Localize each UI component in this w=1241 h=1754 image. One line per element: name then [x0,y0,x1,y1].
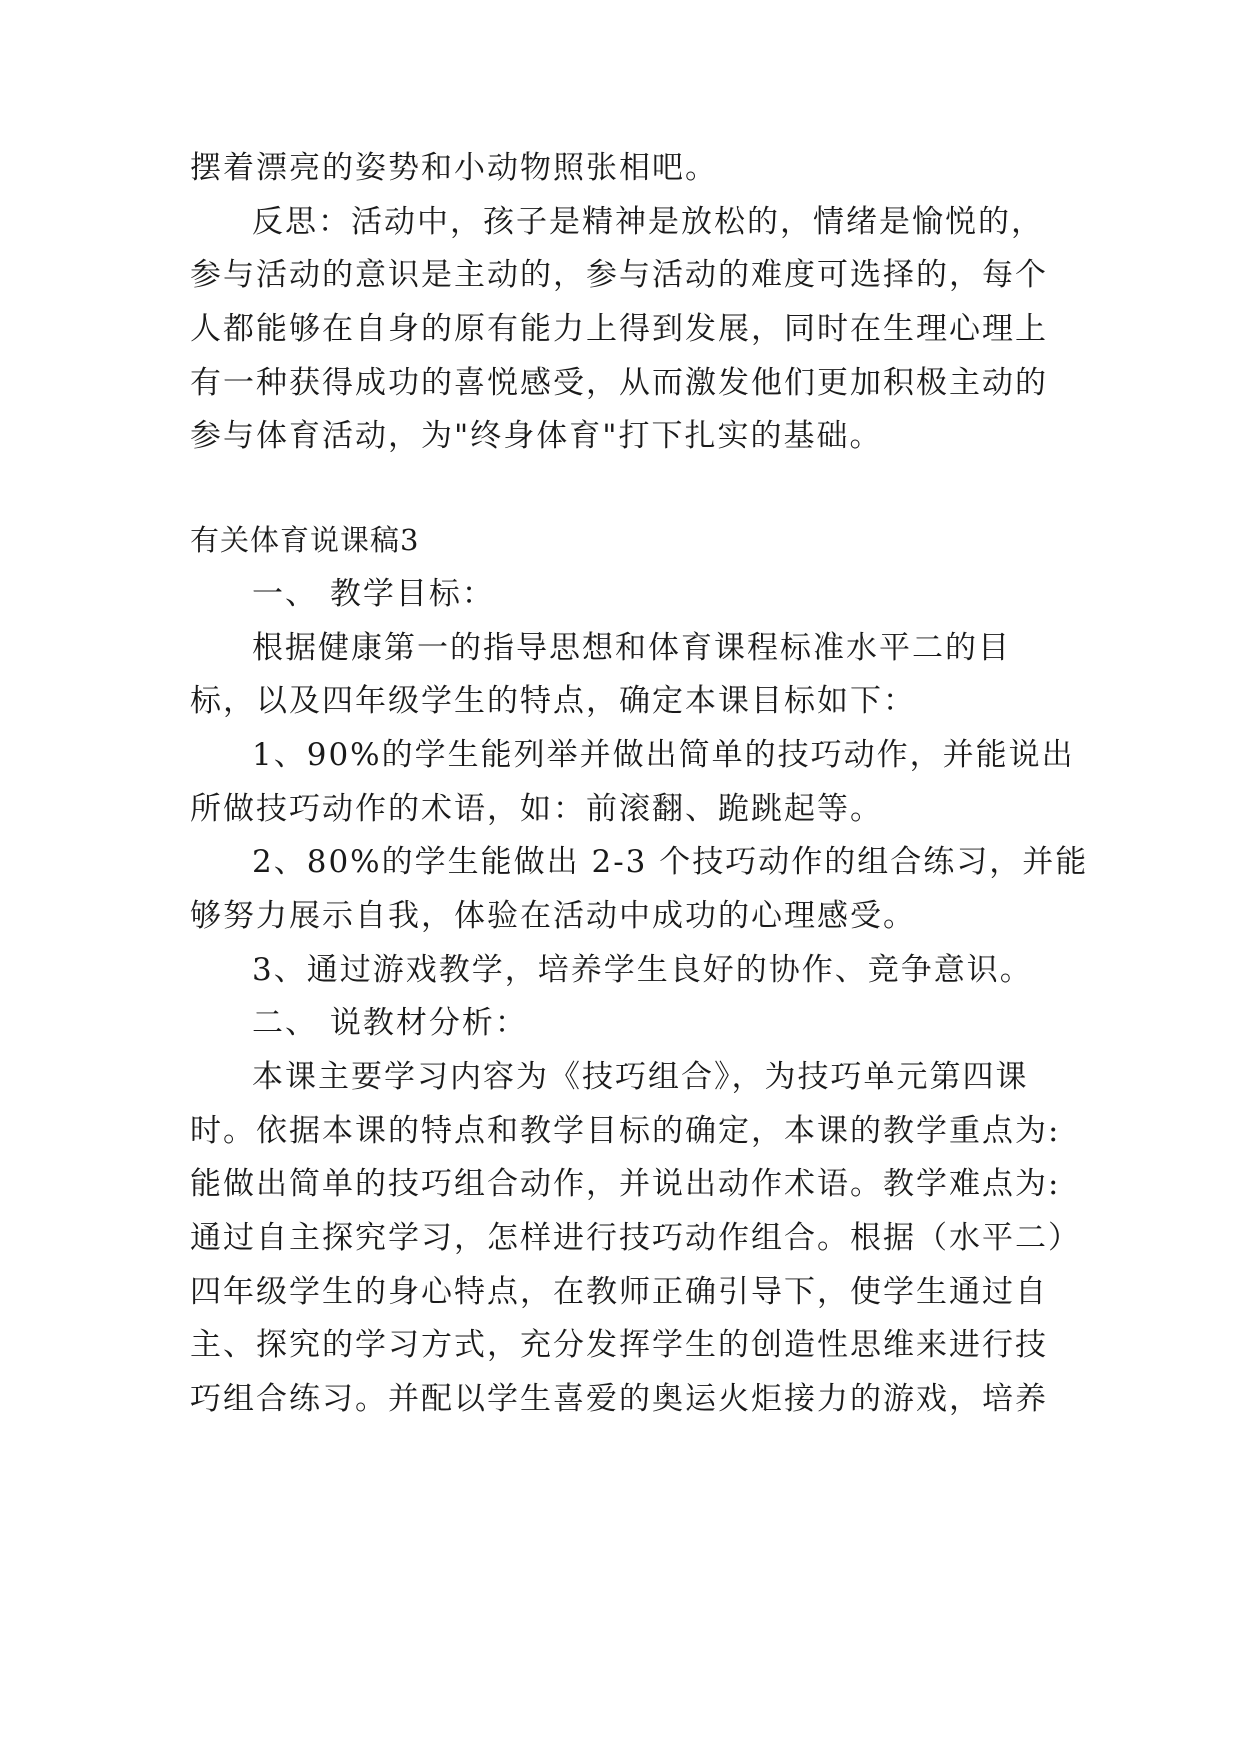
text-line: 参与体育活动，为"终身体育"打下扎实的基础。 [190,418,883,454]
text-line: 有一种获得成功的喜悦感受，从而激发他们更加积极主动的 [190,365,1048,401]
text-line: 3、通过游戏教学，培养学生良好的协作、竞争意识。 [252,952,1033,988]
text-line: 能做出简单的技巧组合动作，并说出动作术语。教学难点为: [190,1166,1061,1202]
text-line: 所做技巧动作的术语，如：前滚翻、跪跳起等。 [190,791,883,827]
text-line: 摆着漂亮的姿势和小动物照张相吧。 [190,150,718,186]
text-line: 通过自主探究学习，怎样进行技巧动作组合。根据（水平二） [190,1220,1081,1256]
section-heading: 有关体育说课稿3 [190,523,420,557]
text-line: 反思：活动中，孩子是精神是放松的，情绪是愉悦的， [252,204,1044,240]
text-line: 主、探究的学习方式，充分发挥学生的创造性思维来进行技 [190,1327,1048,1363]
text-line: 本课主要学习内容为《技巧组合》，为技巧单元第四课 [252,1059,1029,1095]
text-line: 标，以及四年级学生的特点，确定本课目标如下： [190,683,916,719]
subsection-heading: 一、 教学目标： [252,576,495,612]
text-line: 2、80%的学生能做出 2-3 个技巧动作的组合练习，并能 [252,844,1089,880]
text-line: 巧组合练习。并配以学生喜爱的奥运火炬接力的游戏，培养 [190,1381,1048,1417]
text-line: 1、90%的学生能列举并做出简单的技巧动作，并能说出 [252,737,1075,773]
text-line: 时。依据本课的特点和教学目标的确定，本课的教学重点为: [190,1113,1061,1149]
text-line: 四年级学生的身心特点，在教师正确引导下，使学生通过自 [190,1274,1048,1310]
subsection-heading: 二、 说教材分析： [252,1005,528,1041]
text-line: 参与活动的意识是主动的，参与活动的难度可选择的，每个 [190,257,1048,293]
text-line: 够努力展示自我，体验在活动中成功的心理感受。 [190,898,916,934]
text-line: 人都能够在自身的原有能力上得到发展，同时在生理心理上 [190,311,1048,347]
text-line: 根据健康第一的指导思想和体育课程标准水平二的目 [252,630,1011,666]
